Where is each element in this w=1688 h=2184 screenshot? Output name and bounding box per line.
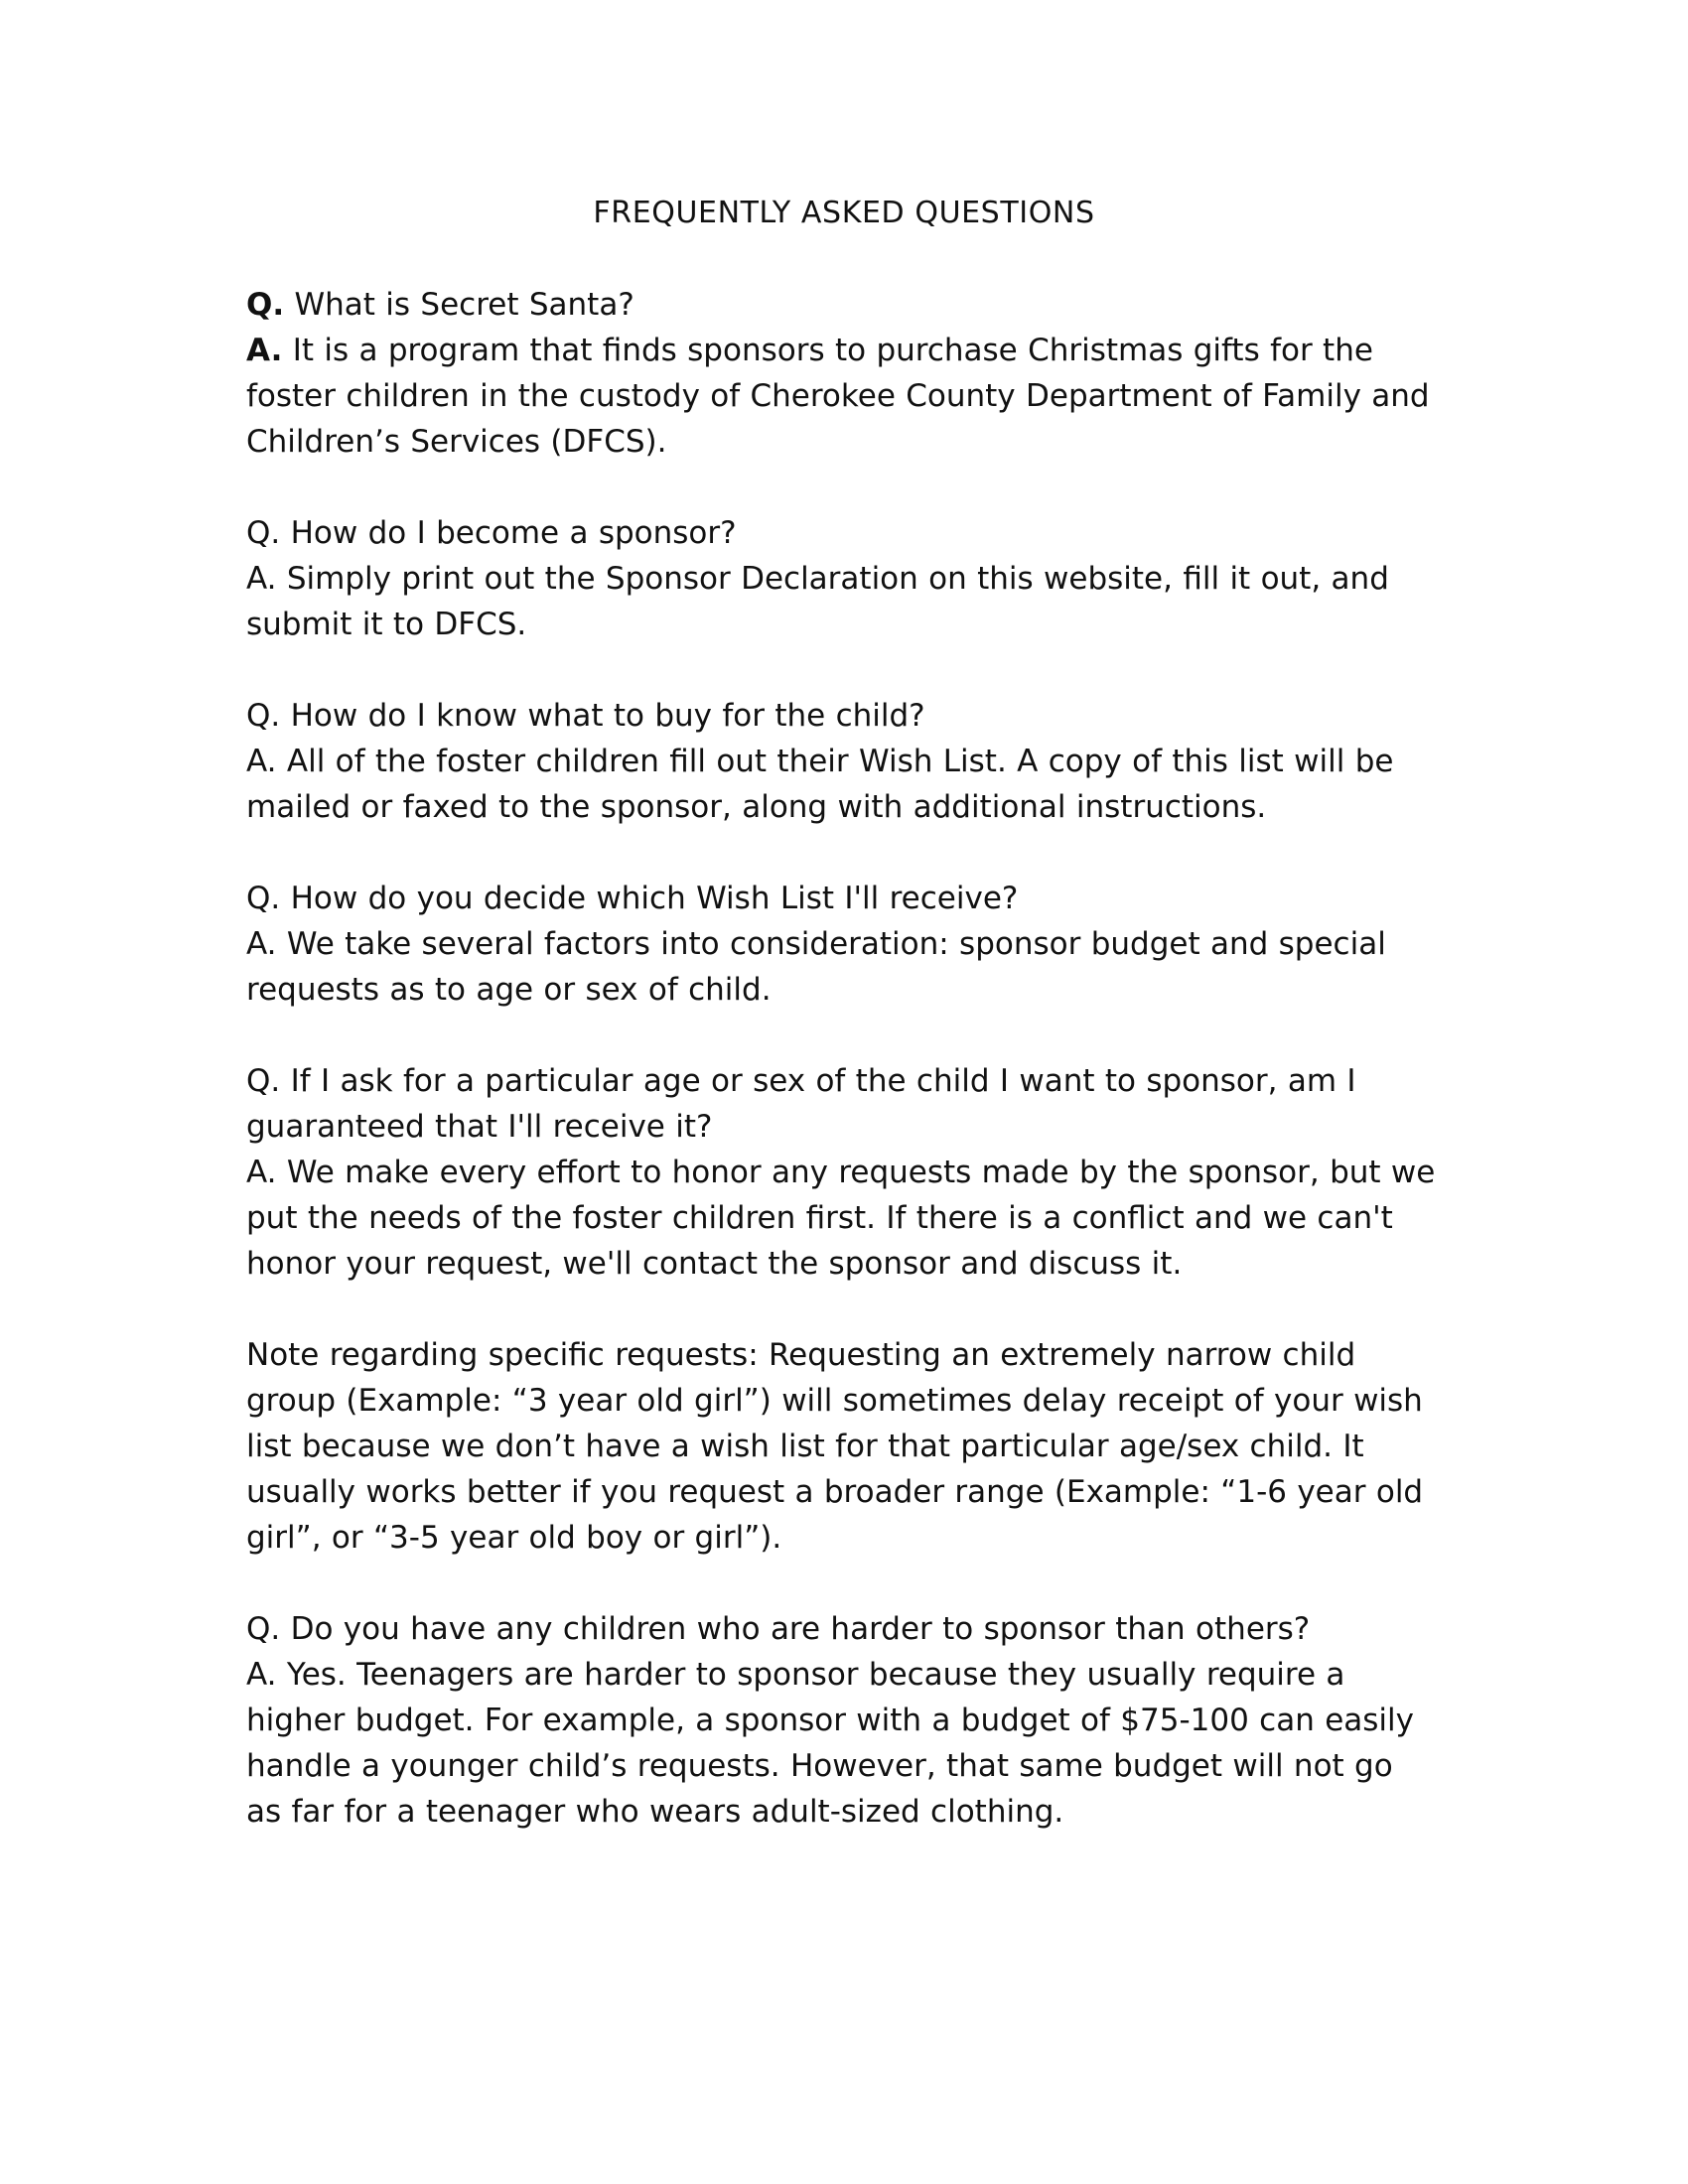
note-paragraph: Note regarding specific requests: Requesting an extremely narrow child group (Example: “3 year old girl”) will sometimes delay receipt of your wish list because we don’t have a wish list for that particular age/sex child. It usually works better if you request a broader range (Example: “1-6 year old girl”, or “3-5 year old boy or girl”).: [246, 1337, 1424, 1556]
faq-body: [246, 282, 1436, 1835]
faq-item: [246, 1606, 1436, 1835]
faq-item: [246, 693, 1436, 830]
question-marker: Q.: [246, 515, 281, 551]
faq-question-line: [246, 876, 1436, 921]
question-marker: Q.: [246, 1611, 281, 1647]
question-text: How do I become a sponsor?: [280, 515, 737, 551]
answer-marker: A.: [246, 926, 277, 962]
faq-answer-line: [246, 744, 1393, 825]
answer-text: Yes. Teenagers are harder to sponsor because they usually require a higher budget. For example, a sponsor with a budget of $75-100 can easily handle a younger child’s requests. However, that same budget will not go as far for a teenager who wears adult-sized clothing.: [246, 1657, 1414, 1830]
answer-marker: A.: [246, 1155, 277, 1190]
faq-answer-line: [246, 1155, 1435, 1282]
question-text: Do you have any children who are harder to sponsor than others?: [280, 1611, 1311, 1647]
faq-question-line: [246, 1058, 1436, 1150]
faq-item: [246, 876, 1436, 1013]
question-marker: Q.: [246, 287, 285, 323]
faq-item: [246, 510, 1436, 647]
question-text: What is Secret Santa?: [284, 287, 634, 323]
answer-text: All of the foster children fill out their Wish List. A copy of this list will be mailed or faxed to the sponsor, along with additional instructions.: [246, 744, 1394, 825]
answer-marker: A.: [246, 561, 277, 597]
answer-marker: A.: [246, 333, 283, 368]
question-text: If I ask for a particular age or sex of the child I want to sponsor, am I guaranteed that I'll receive it?: [246, 1063, 1356, 1145]
page-title: FREQUENTLY ASKED QUESTIONS: [593, 196, 1095, 230]
faq-item: [246, 282, 1436, 465]
faq-answer-line: [246, 333, 1430, 460]
answer-text: It is a program that finds sponsors to purchase Christmas gifts for the foster children in the custody of Cherokee County Department of Family and Children’s Services (DFCS).: [246, 333, 1430, 460]
question-text: How do I know what to buy for the child?: [280, 698, 925, 734]
question-text: How do you decide which Wish List I'll receive?: [280, 881, 1019, 916]
faq-question-line: [246, 693, 1436, 739]
faq-question-line: [246, 282, 1436, 328]
question-marker: Q.: [246, 881, 281, 916]
answer-text: We make every effort to honor any requests made by the sponsor, but we put the needs of the foster children first. If there is a conflict and we can't honor your request, we'll contact the sponsor and discuss it.: [246, 1155, 1436, 1282]
answer-text: We take several factors into consideration: sponsor budget and special requests as to age or sex of child.: [246, 926, 1386, 1008]
answer-text: Simply print out the Sponsor Declaration on this website, fill it out, and submit it to DFCS.: [246, 561, 1389, 642]
faq-question-line: [246, 510, 1436, 556]
faq-answer-line: [246, 926, 1386, 1008]
faq-answer-line: [246, 561, 1389, 642]
faq-question-line: [246, 1606, 1436, 1652]
question-marker: Q.: [246, 698, 281, 734]
answer-marker: A.: [246, 1657, 277, 1693]
faq-answer-line: [246, 1657, 1414, 1830]
faq-item: [246, 1058, 1436, 1287]
answer-marker: A.: [246, 744, 277, 779]
question-marker: Q.: [246, 1063, 281, 1099]
